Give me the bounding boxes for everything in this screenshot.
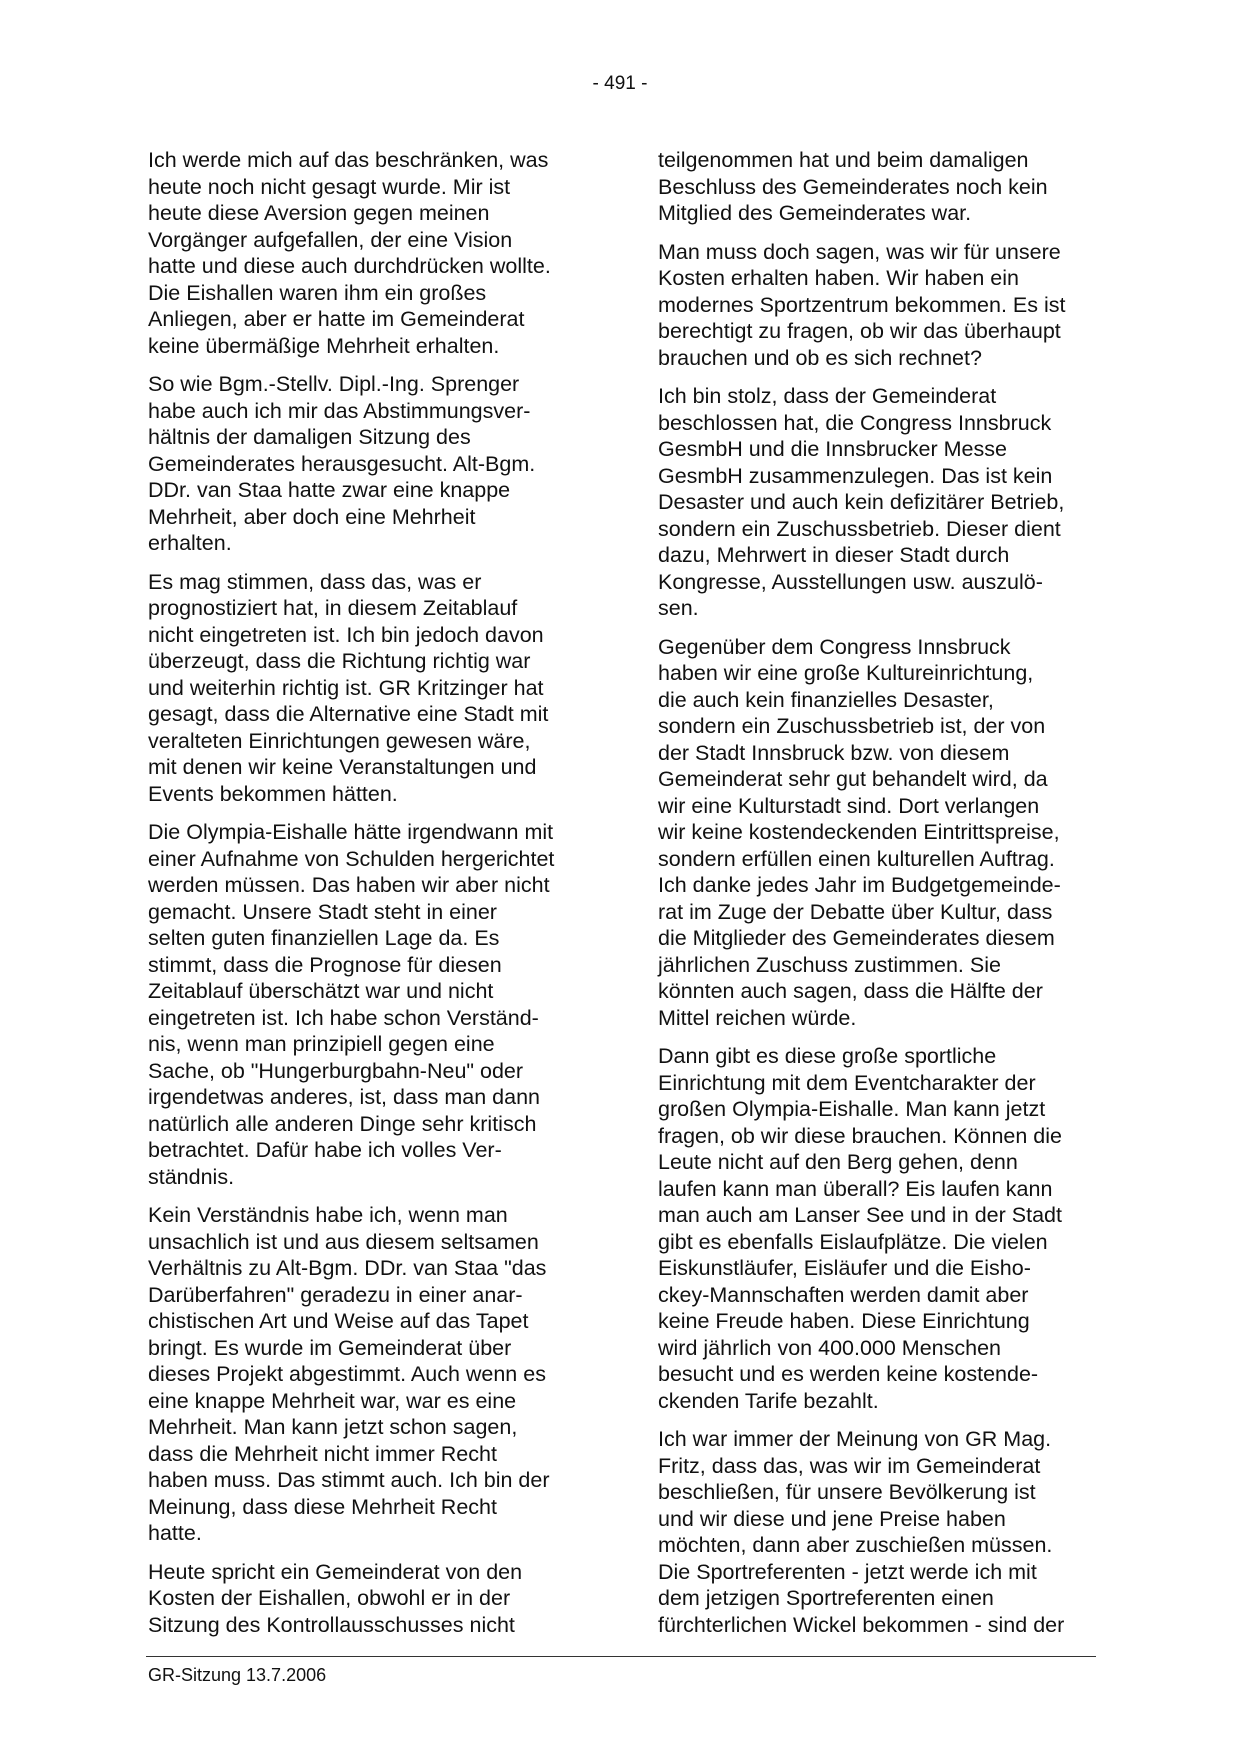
text-line: betrachtet. Dafür habe ich volles Ver-	[148, 1138, 502, 1162]
text-line: der Stadt Innsbruck bzw. von diesem	[658, 740, 1010, 765]
text-line: heute diese Aversion gegen meinen	[148, 201, 490, 225]
text-line: Mehrheit. Man kann jetzt schon sagen,	[148, 1415, 518, 1439]
text-line: laufen kann man überall? Eis laufen kann	[658, 1176, 1053, 1201]
text-line: Fritz, dass das, was wir im Gemeinderat	[658, 1453, 1041, 1478]
text-line: selten guten finanziellen Lage da. Es	[148, 926, 500, 950]
text-line: dieses Projekt abgestimmt. Auch wenn es	[148, 1362, 546, 1386]
text-line: die Mitglieder des Gemeinderates diesem	[658, 926, 1055, 950]
text-line: mit denen wir keine Veranstaltungen und	[148, 755, 537, 779]
text-line: berechtigt zu fragen, ob wir das überhaupt	[658, 319, 1061, 343]
paragraph	[148, 1202, 598, 1547]
text-line: ständnis.	[148, 1164, 235, 1189]
text-line: keine übermäßige Mehrheit erhalten.	[148, 333, 500, 358]
text-line: überzeugt, dass die Richtung richtig war	[148, 649, 531, 673]
paragraph	[658, 1043, 1108, 1414]
text-line: hatte.	[148, 1521, 202, 1545]
text-line: sondern ein Zuschussbetrieb. Dieser dient	[658, 516, 1061, 541]
text-line: heute noch nicht gesagt wurde. Mir ist	[148, 174, 511, 199]
paragraph	[658, 634, 1108, 1032]
paragraph	[148, 147, 598, 359]
text-line: Die Eishallen waren ihm ein großes	[148, 280, 487, 305]
text-line: Events bekommen hätten.	[148, 781, 398, 806]
text-line: Beschluss des Gemeinderates noch kein	[658, 174, 1048, 199]
text-line: sondern erfüllen einen kulturellen Auftrag.	[658, 846, 1055, 871]
text-line: Ich bin stolz, dass der Gemeinderat	[658, 384, 997, 408]
text-line: prognostiziert hat, in diesem Zeitablauf	[148, 596, 518, 620]
text-line: Meinung, dass diese Mehrheit Recht	[148, 1494, 497, 1519]
text-line: eingetreten ist. Ich habe schon Verständ-	[148, 1005, 539, 1030]
text-line: Leute nicht auf den Berg gehen, denn	[658, 1150, 1018, 1174]
text-line: werden müssen. Das haben wir aber nicht	[148, 873, 550, 897]
text-line: DDr. van Staa hatte zwar eine knappe	[148, 478, 511, 502]
text-line: nicht eingetreten ist. Ich bin jedoch davon	[148, 622, 544, 647]
footer-divider	[146, 1656, 1096, 1657]
text-line: habe auch ich mir das Abstimmungsver-	[148, 398, 531, 423]
right-column	[658, 147, 1108, 1650]
text-line: Mitglied des Gemeinderates war.	[658, 201, 972, 225]
text-line: wir keine kostendeckenden Eintrittspreise,	[658, 820, 1060, 844]
text-line: Heute spricht ein Gemeinderat von den	[148, 1559, 523, 1584]
text-line: haben muss. Das stimmt auch. Ich bin der	[148, 1468, 550, 1492]
text-line: besucht und es werden keine kostende-	[658, 1362, 1039, 1386]
text-line: Ich werde mich auf das beschränken, was	[148, 148, 549, 172]
text-line: beschlossen hat, die Congress Innsbruck	[658, 410, 1052, 435]
text-line: Sitzung des Kontrollausschusses nicht	[148, 1612, 515, 1637]
paragraph	[658, 147, 1108, 227]
text-line: Die Sportreferenten - jetzt werde ich mit	[658, 1559, 1037, 1584]
text-line: jährlichen Zuschuss zustimmen. Sie	[658, 952, 1001, 977]
text-line: Kosten der Eishallen, obwohl er in der	[148, 1586, 511, 1610]
text-line: Die Olympia-Eishalle hätte irgendwann mit	[148, 820, 554, 844]
text-line: hältnis der damaligen Sitzung des	[148, 425, 471, 449]
text-line: keine Freude haben. Diese Einrichtung	[658, 1309, 1030, 1333]
text-line: Anliegen, aber er hatte im Gemeinderat	[148, 307, 525, 331]
text-line: ckey-Mannschaften werden damit aber	[658, 1282, 1029, 1307]
text-line: die auch kein finanzielles Desaster,	[658, 687, 994, 712]
text-line: Verhältnis zu Alt-Bgm. DDr. van Staa "das	[148, 1256, 547, 1280]
footer-session-date: GR-Sitzung 13.7.2006	[148, 1665, 327, 1685]
text-line: Darüberfahren" geradezu in einer anar-	[148, 1282, 523, 1307]
text-line: irgendetwas anderes, ist, dass man dann	[148, 1085, 541, 1109]
paragraph	[658, 239, 1108, 372]
text-line: Zeitablauf überschätzt war und nicht	[148, 979, 494, 1003]
text-line: sondern ein Zuschussbetrieb ist, der von	[658, 714, 1046, 738]
text-line: dem jetzigen Sportreferenten einen	[658, 1586, 994, 1610]
text-line: wird jährlich von 400.000 Menschen	[658, 1335, 1002, 1360]
text-line: beschließen, für unsere Bevölkerung ist	[658, 1480, 1036, 1504]
text-line: könnten auch sagen, dass die Hälfte der	[658, 979, 1043, 1003]
text-line: einer Aufnahme von Schulden hergerichtet	[148, 846, 555, 871]
text-line: großen Olympia-Eishalle. Man kann jetzt	[658, 1097, 1046, 1121]
text-line: bringt. Es wurde im Gemeinderat über	[148, 1335, 512, 1360]
text-line: Eiskunstläufer, Eisläufer und die Eisho-	[658, 1256, 1031, 1280]
text-line: natürlich alle anderen Dinge sehr kritisch	[148, 1111, 537, 1136]
paragraph	[148, 819, 598, 1190]
text-line: Ich danke jedes Jahr im Budgetgemeinde-	[658, 873, 1061, 897]
text-line: unsachlich ist und aus diesem seltsamen	[148, 1229, 539, 1254]
paragraph	[148, 371, 598, 557]
paragraph	[148, 1559, 598, 1639]
text-line: gesagt, dass die Alternative eine Stadt mit	[148, 702, 549, 726]
text-line: nis, wenn man prinzipiell gegen eine	[148, 1032, 495, 1056]
text-line: Kosten erhalten haben. Wir haben ein	[658, 266, 1019, 290]
text-line: Dann gibt es diese große sportliche	[658, 1044, 997, 1068]
text-line: Ich war immer der Meinung von GR Mag.	[658, 1427, 1052, 1451]
text-line: Mittel reichen würde.	[658, 1005, 857, 1030]
text-line: dazu, Mehrwert in dieser Stadt durch	[658, 543, 1010, 567]
text-line: teilgenommen hat und beim damaligen	[658, 148, 1029, 172]
text-line: stimmt, dass die Prognose für diesen	[148, 952, 502, 977]
text-line: modernes Sportzentrum bekommen. Es ist	[658, 292, 1066, 317]
text-line: Sache, ob "Hungerburgbahn-Neu" oder	[148, 1058, 524, 1083]
text-line: Kongresse, Ausstellungen usw. auszulö-	[658, 569, 1043, 594]
text-line: gemacht. Unsere Stadt steht in einer	[148, 899, 497, 924]
text-line: dass die Mehrheit nicht immer Recht	[148, 1441, 497, 1466]
text-line: Mehrheit, aber doch eine Mehrheit	[148, 504, 476, 529]
text-line: gibt es ebenfalls Eislaufplätze. Die vielen	[658, 1229, 1048, 1254]
text-line: GesmbH zusammenzulegen. Das ist kein	[658, 463, 1053, 488]
paragraph	[148, 569, 598, 808]
text-line: veralteten Einrichtungen gewesen wäre,	[148, 728, 531, 753]
text-line: und weiterhin richtig ist. GR Kritzinger hat	[148, 675, 544, 700]
text-line: ckenden Tarife bezahlt.	[658, 1388, 879, 1413]
text-line: fürchterlichen Wickel bekommen - sind der	[658, 1612, 1065, 1637]
text-line: rat im Zuge der Debatte über Kultur, dass	[658, 899, 1053, 924]
text-line: Vorgänger aufgefallen, der eine Vision	[148, 227, 513, 252]
text-line: Kein Verständnis habe ich, wenn man	[148, 1203, 508, 1227]
text-line: hatte und diese auch durchdrücken wollte.	[148, 254, 551, 278]
text-line: wir eine Kulturstadt sind. Dort verlangen	[658, 793, 1040, 818]
text-line: GesmbH und die Innsbrucker Messe	[658, 437, 1007, 461]
text-line: Einrichtung mit dem Eventcharakter der	[658, 1070, 1036, 1095]
text-line: Gemeinderat sehr gut behandelt wird, da	[658, 767, 1048, 791]
left-column	[148, 147, 598, 1650]
text-line: haben wir eine große Kultureinrichtung,	[658, 661, 1034, 685]
text-line: fragen, ob wir diese brauchen. Können die	[658, 1123, 1062, 1148]
paragraph	[658, 1426, 1108, 1638]
page-number: - 491 -	[592, 73, 648, 94]
text-line: und wir diese und jene Preise haben	[658, 1506, 1006, 1531]
text-line: erhalten.	[148, 531, 232, 555]
text-line: chistischen Art und Weise auf das Tapet	[148, 1309, 529, 1333]
text-line: Man muss doch sagen, was wir für unsere	[658, 239, 1061, 264]
paragraph	[658, 383, 1108, 622]
text-line: Desaster und auch kein defizitärer Betrieb,	[658, 490, 1065, 514]
text-line: möchten, dann aber zuschießen müssen.	[658, 1533, 1053, 1557]
text-line: man auch am Lanser See und in der Stadt	[658, 1203, 1062, 1227]
text-line: eine knappe Mehrheit war, war es eine	[148, 1388, 517, 1413]
text-line: sen.	[658, 596, 699, 620]
text-line: Gemeinderates herausgesucht. Alt-Bgm.	[148, 451, 536, 476]
text-line: So wie Bgm.-Stellv. Dipl.-Ing. Sprenger	[148, 372, 520, 396]
text-line: brauchen und ob es sich rechnet?	[658, 345, 982, 370]
text-line: Es mag stimmen, dass das, was er	[148, 569, 482, 594]
text-line: Gegenüber dem Congress Innsbruck	[658, 634, 1011, 659]
